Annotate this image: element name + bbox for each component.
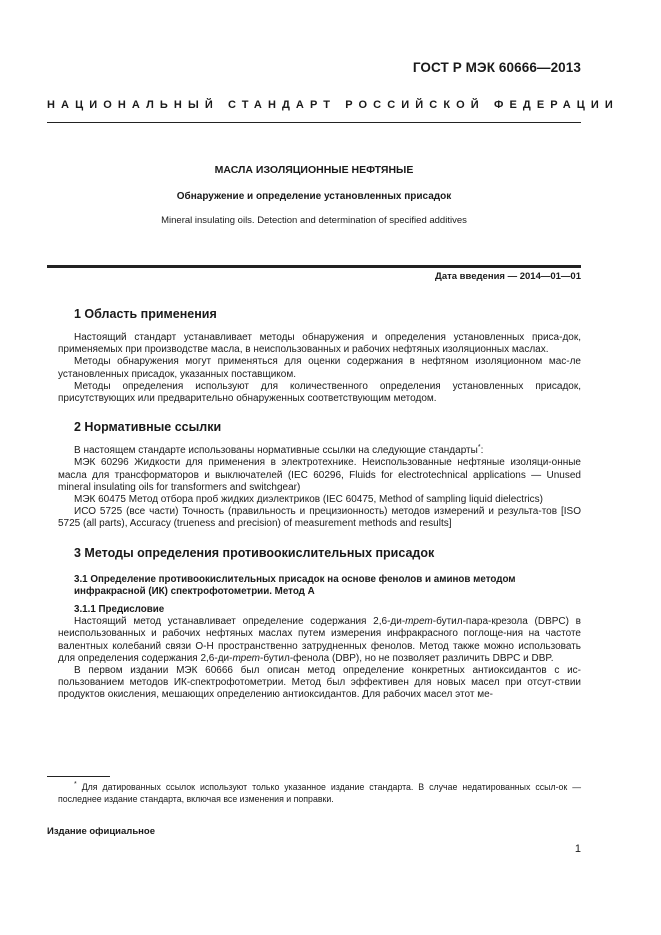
national-standard-banner: НАЦИОНАЛЬНЫЙ СТАНДАРТ РОССИЙСКОЙ ФЕДЕРАЦИИ	[47, 99, 619, 111]
reference-iso-5725: ИСО 5725 (все части) Точность (правильность и прецизионность) методов измерений и результа-тов [ISO 5725 (all parts), Accuracy (trueness and precision) of measurement methods and results]	[58, 506, 581, 530]
section-3-paragraph	[58, 616, 581, 665]
section-3-heading: 3 Методы определения противоокислительных присадок	[74, 545, 435, 560]
footnote-text: Для датированных ссылок используют только указанное издание стандарта. В случае недатированных ссыл-ок — последнее издание стандарта, включая все изменения и поправки.	[58, 782, 581, 804]
header-rule	[47, 122, 581, 123]
introduction-date: Дата введения — 2014—01—01	[435, 271, 581, 282]
paragraph-text: -бутил-пара-крезола (DBPC) в неиспользованных и рабочих нефтяных маслах путем измерения инфракрасного поглоще-ния на частоте валентных колебаний связи O-H пространственно затрудненных фенолов. Метод также можно использовать для определения содержания 2,6-ди-	[58, 616, 581, 664]
document-body	[58, 306, 581, 702]
section-1-heading: 1 Область применения	[74, 307, 217, 321]
section-1-paragraph: Методы обнаружения могут применяться для оценки содержания в нефтяном изоляционном мас-ле установленных присадок, указанных поставщиком.	[58, 356, 581, 380]
section-2-intro-colon: :	[480, 445, 484, 457]
section-2-paragraph	[58, 445, 581, 457]
section-2-intro-text: В настоящем стандарте использованы нормативные ссылки на следующие стандарты	[74, 445, 478, 457]
section-2-heading: 2 Нормативные ссылки	[74, 420, 222, 435]
italic-term: трет	[405, 616, 433, 628]
footnote-reference: *	[477, 444, 481, 452]
section-1-paragraph: Методы определения используют для количественного определения установленных присадок, присутствующих или предварительно обнаруженных соответствующим методом.	[58, 380, 581, 405]
subsection-3-1-heading: 3.1 Определение противоокислительных присадок на основе фенолов и аминов методом инфракрасной (ИК) спектрофотометрии. Метод А	[74, 573, 516, 597]
italic-term: трет	[232, 652, 261, 664]
footnote-mark: *	[74, 781, 77, 788]
footnote	[58, 782, 581, 805]
page-number: 1	[574, 843, 581, 855]
subsection-3-1-1-heading: 3.1.1 Предисловие	[74, 604, 165, 616]
paragraph-text: -бутил-фенола (DBP), но не позволяет различить DBPC и DBP.	[260, 652, 554, 664]
section-1-paragraph: Настоящий стандарт устанавливает методы обнаружения и определения установленных приса-док, применяемых при производстве масла, в неиспользованных и рабочих нефтяных изоляционных маслах.	[58, 332, 581, 356]
reference-iec-60475: МЭК 60475 Метод отбора проб жидких диэлектриков (IEC 60475, Method of sampling liquid dielectrics)	[74, 494, 543, 506]
title-rule	[47, 265, 581, 268]
document-subtitle: Обнаружение и определение установленных присадок	[176, 191, 452, 202]
footnote-text-block	[58, 782, 581, 805]
paragraph-text: Настоящий метод устанавливает определение содержания 2,6-ди-	[74, 616, 406, 628]
section-3-paragraph: В первом издании МЭК 60666 был описан метод определение конкретных антиоксидантов с ис-пользованием методов ИК-спектрофотометрии. Метод был эффективен для новых масел при отсут-ствии продуктов окисления, мешающих определению антиоксидантов. Для рабочих масел этот ме-	[58, 665, 581, 701]
edition-label: Издание официальное	[47, 826, 155, 837]
document-title-english: Mineral insulating oils. Detection and determination of specified additives	[161, 215, 467, 226]
footnote-rule	[47, 776, 110, 777]
reference-iec-60296: МЭК 60296 Жидкости для применения в электротехнике. Неиспользованные нефтяные изоляци-онные масла для трансформаторов и выключателей (IEC 60296, Fluids for electrotechnical applications — Unused mineral insulating oils for transformers and switchgear)	[58, 457, 581, 493]
document-title: МАСЛА ИЗОЛЯЦИОННЫЕ НЕФТЯНЫЕ	[214, 164, 414, 176]
document-code: ГОСТ Р МЭК 60666—2013	[412, 60, 581, 75]
